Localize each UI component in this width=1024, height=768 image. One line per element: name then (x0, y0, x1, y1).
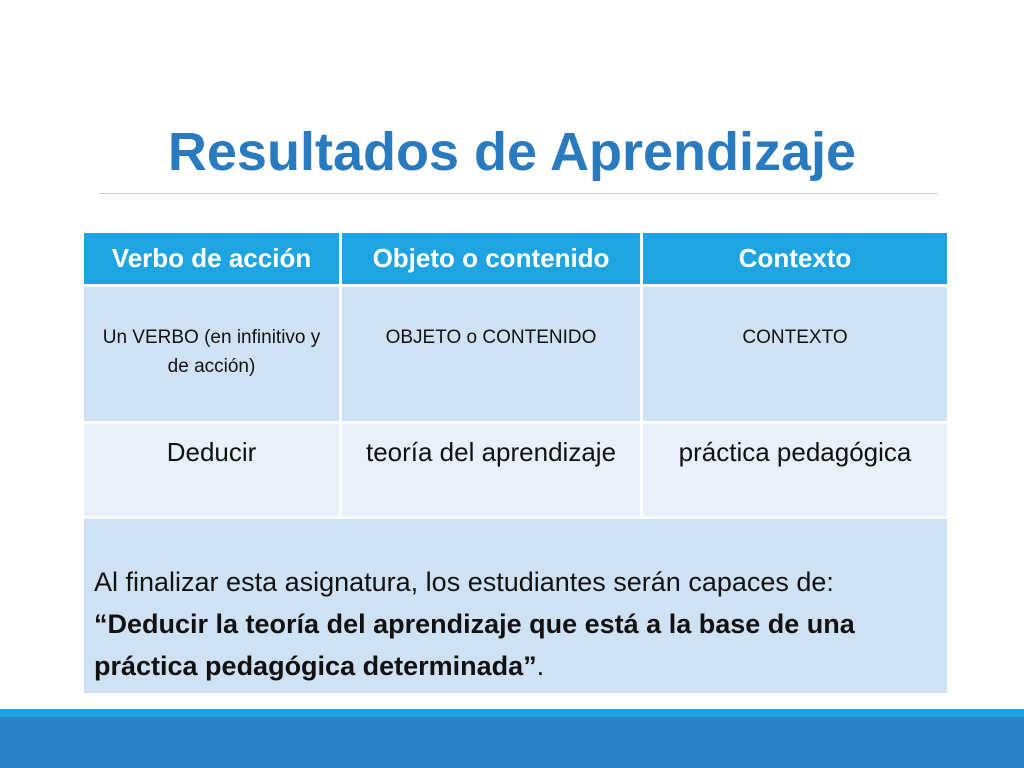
title-divider (100, 193, 938, 194)
learning-outcomes-table (84, 233, 941, 684)
summary-intro: Al finalizar esta asignatura, los estudiantes serán capaces de: (94, 567, 834, 597)
cell-contexto-description: CONTEXTO (643, 287, 947, 421)
header-contexto: Contexto (643, 233, 947, 284)
cell-objeto-example: teoría del aprendizaje (342, 424, 640, 516)
footer-bar (0, 717, 1024, 768)
cell-verbo-example: Deducir (84, 424, 339, 516)
summary-quote: “Deducir la teoría del aprendizaje que está a la base de una práctica pedagógica determinada” (94, 609, 855, 681)
slide-title: Resultados de Aprendizaje (167, 122, 857, 182)
cell-objeto-description: OBJETO o CONTENIDO (342, 287, 640, 421)
summary-statement (94, 603, 937, 687)
header-objeto: Objeto o contenido (342, 233, 640, 284)
footer-accent-bar (0, 709, 1024, 717)
summary-period: . (536, 651, 545, 681)
cell-contexto-example: práctica pedagógica (643, 424, 947, 516)
outcome-summary (84, 519, 947, 693)
header-verbo: Verbo de acción (84, 233, 339, 284)
cell-verbo-description: Un VERBO (en infinitivo y de acción) (84, 287, 339, 421)
